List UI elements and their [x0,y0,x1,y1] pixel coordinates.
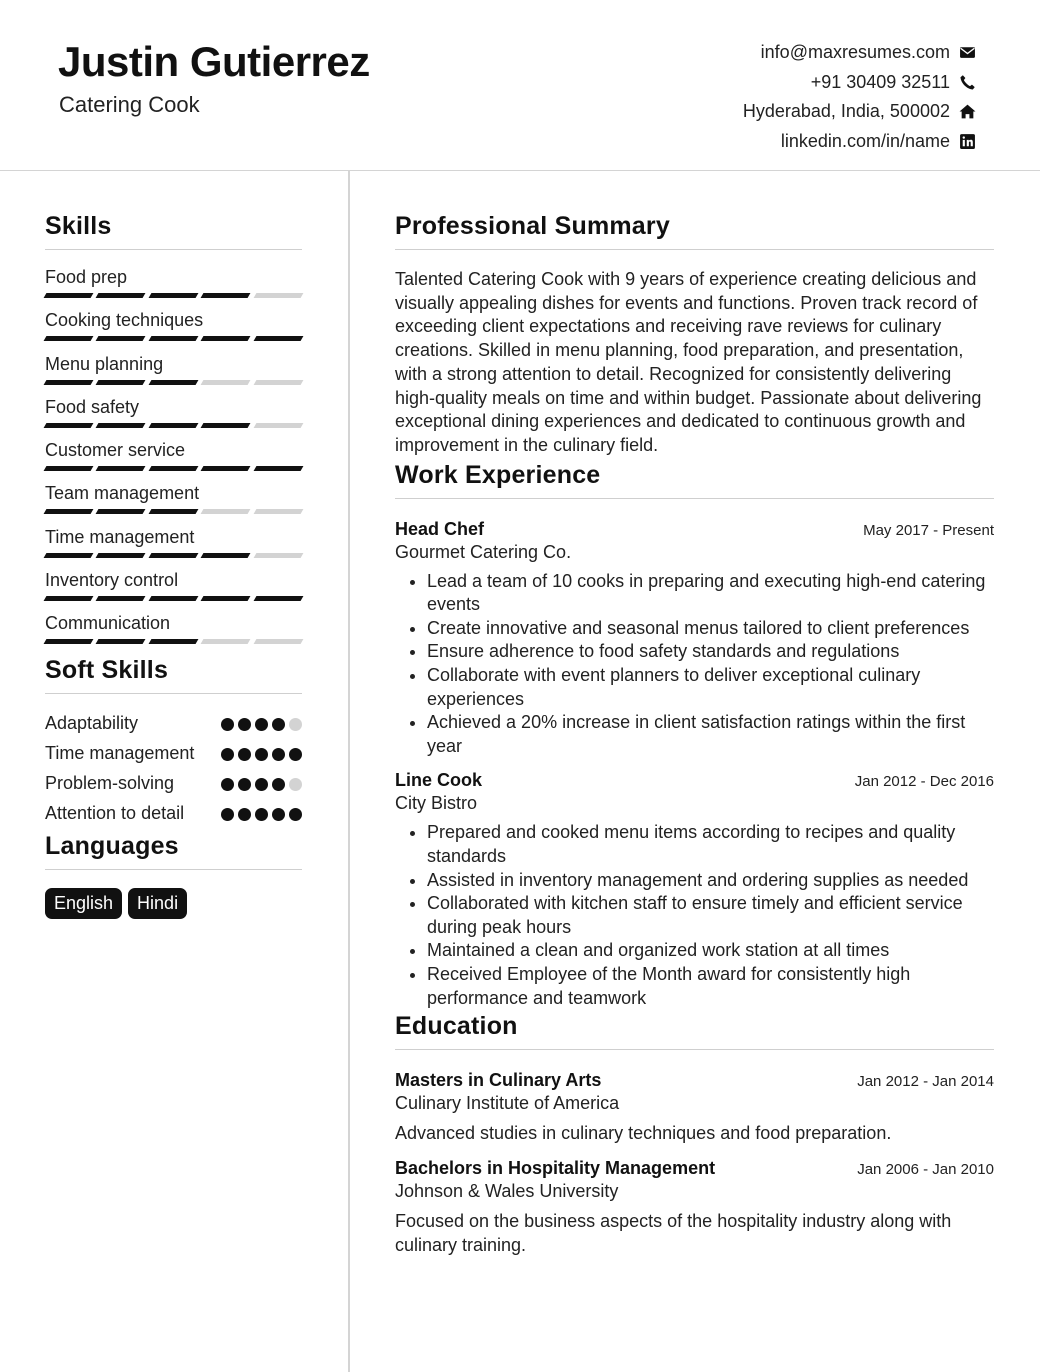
skill-level-segment [44,596,94,601]
skill-level-segment [201,293,251,298]
skill-level-segment [96,639,146,644]
skill-level-bar [45,596,302,601]
skill-level-segment [44,336,94,341]
skill-item [45,266,302,309]
skill-level-segment [44,553,94,558]
skill-name: Cooking techniques [45,310,204,331]
skill-level-segment [44,639,94,644]
rating-dot [221,718,234,731]
skill-name: Team management [45,483,200,504]
skill-level-segment [148,423,198,428]
job-bullet: • Create innovative and seasonal menus tailored to client preferences [427,617,994,641]
job-date: Jan 2012 - Dec 2016 [854,773,994,791]
education-header [395,1070,994,1091]
skill-level-bar [45,639,302,644]
skill-level-segment [201,380,251,385]
experience-heading: Work Experience [395,461,994,499]
skill-level-bar [45,423,302,428]
left-column [45,212,302,919]
column-divider [348,171,350,1372]
skill-level-segment [96,293,146,298]
soft-skill-item [45,742,302,765]
skill-level-bar [45,509,302,514]
soft-skill-name: Problem-solving [45,772,175,793]
job-bullet: • Lead a team of 10 cooks in preparing and executing high-end catering events [427,570,994,617]
soft-skill-rating [221,748,302,761]
skill-level-segment [44,380,94,385]
job-title: Head Chef [395,518,485,539]
education-school: Culinary Institute of America [395,1093,620,1114]
rating-dot [238,778,251,791]
skill-level-segment [253,336,303,341]
rating-dot [272,748,285,761]
language-badge: English [45,888,122,919]
job-bullet: • Maintained a clean and organized work station at all times [427,939,994,963]
soft-skills-heading: Soft Skills [45,656,302,694]
skill-level-segment [96,466,146,471]
job-bullet: • Collaborated with kitchen staff to ensure timely and efficient service during peak hours [427,892,994,939]
skill-level-segment [253,466,303,471]
skill-level-segment [201,596,251,601]
skill-level-segment [253,293,303,298]
education-degree: Masters in Culinary Arts [395,1070,602,1091]
phone-icon [958,73,976,91]
skill-level-segment [96,553,146,558]
skill-level-segment [96,509,146,514]
contact-linkedin[interactable] [743,127,976,157]
contact-email[interactable] [743,38,976,68]
skill-level-segment [201,509,251,514]
skill-level-segment [253,596,303,601]
skill-item [45,439,302,482]
skill-level-segment [253,639,303,644]
job-entry [395,519,994,759]
skill-level-segment [44,293,94,298]
skills-list [45,266,302,656]
soft-skill-name: Time management [45,742,195,763]
job-title: Line Cook [395,770,483,791]
contact-email-text: info@maxresumes.com [760,42,950,63]
job-header [395,770,994,791]
skill-level-segment [253,509,303,514]
job-bullets [395,570,994,759]
job-company: City Bistro [395,793,478,814]
soft-skill-item [45,772,302,795]
education-header [395,1158,994,1179]
rating-dot [238,718,251,731]
soft-skill-item [45,712,302,735]
rating-dot [272,718,285,731]
job-bullet: • Achieved a 20% increase in client satisfaction ratings within the first year [427,711,994,758]
rating-dot [289,778,302,791]
skill-level-segment [96,336,146,341]
skill-name: Food safety [45,396,140,417]
skill-item [45,482,302,525]
candidate-name: Justin Gutierrez [58,38,370,85]
rating-dot [238,808,251,821]
languages-heading: Languages [45,832,302,870]
education-date: Jan 2012 - Jan 2014 [857,1073,994,1091]
education-date: Jan 2006 - Jan 2010 [857,1160,994,1178]
summary-heading: Professional Summary [395,212,994,250]
skill-name: Menu planning [45,353,164,374]
rating-dot [289,808,302,821]
skill-level-segment [44,466,94,471]
skill-level-segment [148,596,198,601]
job-bullets [395,821,994,1010]
job-date: May 2017 - Present [863,521,994,539]
home-icon [958,103,976,121]
job-entry [395,770,994,1010]
education-description: Focused on the business aspects of the hospitality industry along with culinary training. [395,1210,952,1256]
resume-header [0,0,1040,171]
education-heading: Education [395,1012,994,1050]
experience-list [395,519,994,1011]
rating-dot [221,748,234,761]
skill-name: Time management [45,526,195,547]
education-entry [395,1158,994,1258]
skill-level-segment [96,380,146,385]
soft-skill-item [45,802,302,825]
skill-level-bar [45,336,302,341]
skills-heading: Skills [45,212,302,250]
skill-item [45,569,302,612]
soft-skill-name: Attention to detail [45,802,185,823]
skill-name: Food prep [45,267,128,287]
skill-level-bar [45,293,302,298]
skill-level-segment [253,423,303,428]
skill-level-bar [45,553,302,558]
job-bullet: • Prepared and cooked menu items according to recipes and quality standards [427,821,994,868]
soft-skill-rating [221,778,302,791]
skill-level-segment [201,639,251,644]
rating-dot [221,808,234,821]
skill-level-segment [201,336,251,341]
skill-level-segment [96,423,146,428]
skill-level-segment [148,466,198,471]
skill-level-segment [148,639,198,644]
summary-text: Talented Catering Cook with 9 years of experience creating delicious and visually appealing dishes for events and functions. Proven track record of exceeding client expectations and receiving rave reviews for culinary creations. Skilled in menu planning, food preparation, and presentation, with a strong attention to detail. Recognized for consistently delivering high-quality meals on time and within budget. Passionate about delivering exceptional dining experiences and dedicated to continuous growth and improvement in the culinary field. [395,269,982,455]
skill-level-segment [148,380,198,385]
skill-level-segment [253,553,303,558]
rating-dot [255,748,268,761]
skill-level-segment [148,509,198,514]
skill-level-segment [201,423,251,428]
rating-dot [289,748,302,761]
skill-item [45,612,302,655]
envelope-icon [958,44,976,62]
soft-skill-name: Adaptability [45,712,139,733]
skill-name: Customer service [45,440,186,461]
contact-list [743,38,976,156]
soft-skill-rating [221,808,302,821]
contact-phone-text: +91 30409 32511 [810,71,950,92]
rating-dot [238,748,251,761]
skill-item [45,396,302,439]
skill-item [45,526,302,569]
rating-dot [272,808,285,821]
rating-dot [255,778,268,791]
skill-level-segment [201,466,251,471]
skill-level-segment [148,553,198,558]
skill-name: Inventory control [45,570,179,591]
skill-level-segment [201,553,251,558]
rating-dot [272,778,285,791]
job-bullet: • Assisted in inventory management and ordering supplies as needed [427,869,994,893]
education-list [395,1070,994,1258]
skill-level-segment [44,423,94,428]
skill-level-segment [148,336,198,341]
contact-address-text: Hyderabad, India, 500002 [742,101,950,122]
soft-skills-list [45,712,302,825]
education-description: Advanced studies in culinary techniques and food preparation. [395,1123,892,1144]
job-header [395,519,994,540]
right-column [395,212,994,1258]
job-bullet: • Received Employee of the Month award for consistently high performance and teamwork [427,963,994,1010]
job-bullet: • Collaborate with event planners to deliver exceptional culinary experiences [427,664,994,711]
contact-phone[interactable] [743,68,976,98]
contact-linkedin-text: linkedin.com/in/name [780,130,950,151]
soft-skill-rating [221,718,302,731]
skill-item [45,353,302,396]
skill-level-bar [45,380,302,385]
skill-name: Communication [45,613,171,634]
job-company: Gourmet Catering Co. [395,541,572,562]
job-bullet: • Ensure adherence to food safety standards and regulations [427,640,994,664]
linkedin-icon [958,132,976,150]
languages-list [45,888,302,919]
rating-dot [221,778,234,791]
contact-address [743,97,976,127]
skill-item [45,309,302,352]
rating-dot [255,718,268,731]
candidate-role: Catering Cook [59,92,200,117]
language-badge: Hindi [128,888,187,919]
skill-level-segment [44,509,94,514]
skill-level-bar [45,466,302,471]
education-school: Johnson & Wales University [395,1180,619,1201]
skill-level-segment [96,596,146,601]
rating-dot [255,808,268,821]
rating-dot [289,718,302,731]
education-entry [395,1070,994,1146]
education-degree: Bachelors in Hospitality Management [395,1157,716,1178]
skill-level-segment [148,293,198,298]
skill-level-segment [253,380,303,385]
